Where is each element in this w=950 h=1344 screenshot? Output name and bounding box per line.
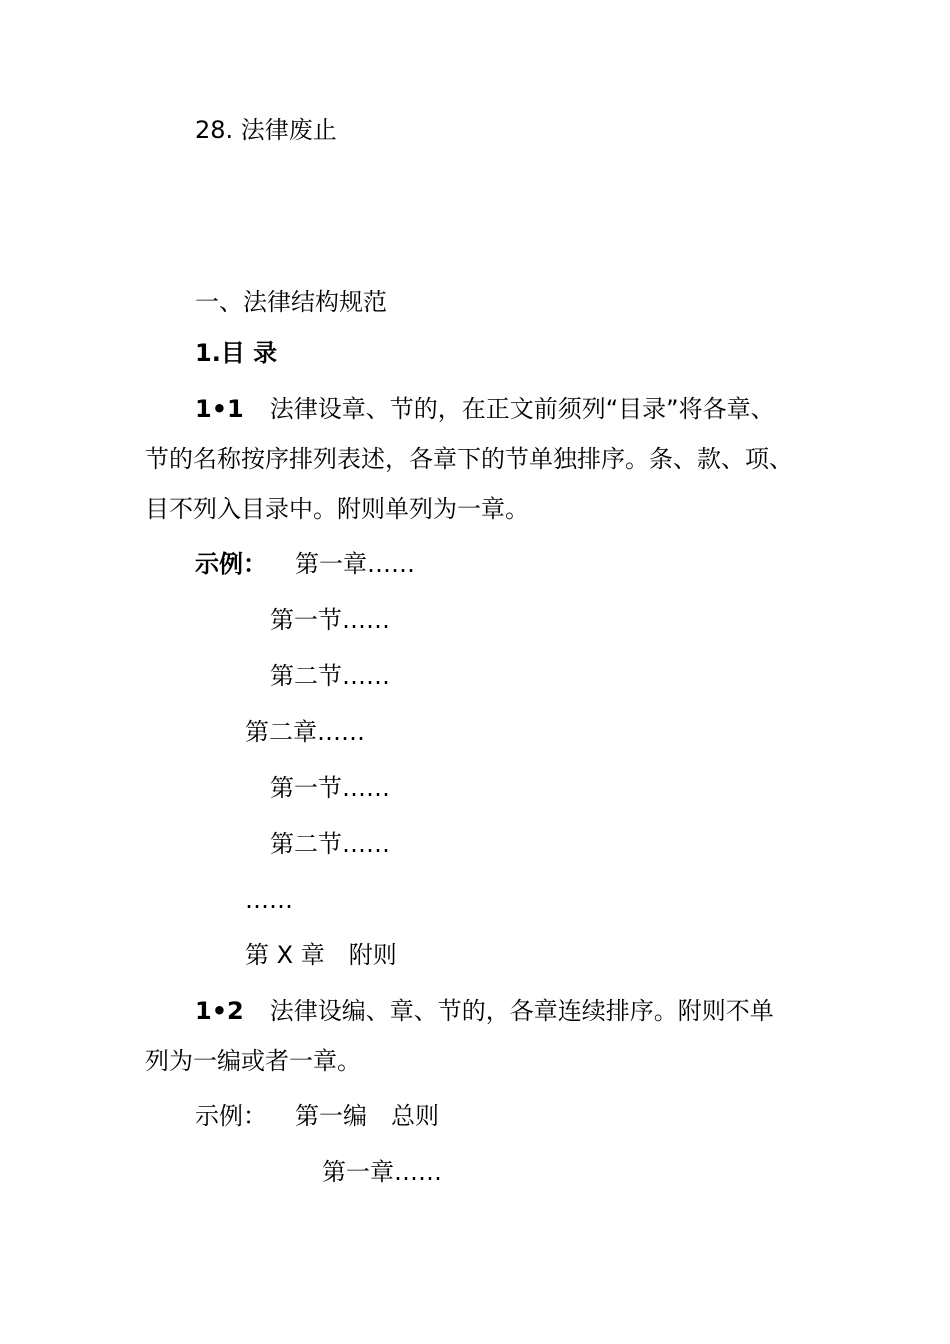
example-line: 第一节…… [270, 774, 390, 802]
section-title: 一、法律结构规范 [195, 288, 387, 316]
subsection-title: 1.目 录 [195, 339, 278, 367]
para-1-2-line-1 [195, 996, 774, 1026]
example-line: 第一节…… [270, 606, 390, 634]
para-text: 法律设编、章、节的，各章连续排序。附则不单 [269, 997, 774, 1025]
para-1-1-line-2: 节的名称按序排列表述，各章下的节单独排序。条、款、项、 [145, 445, 793, 473]
example-line: 第一编 总则 [295, 1102, 439, 1130]
example-line: …… [245, 886, 293, 914]
example-2-first-line [195, 1101, 439, 1131]
example-line: 第二节…… [270, 662, 390, 690]
example-label: 示例： [195, 1102, 267, 1130]
para-text: 法律设章、节的，在正文前须列“目录”将各章、 [269, 395, 775, 423]
item-28-heading: 28. 法律废止 [195, 116, 337, 144]
example-line: 第 X 章 附则 [245, 941, 397, 969]
example-line: 第二节…… [270, 830, 390, 858]
para-1-2-line-2: 列为一编或者一章。 [145, 1047, 361, 1075]
para-1-1-line-3: 目不列入目录中。附则单列为一章。 [145, 495, 529, 523]
example-1-first-line [195, 549, 415, 579]
para-number: 1•2 [195, 997, 244, 1025]
example-line: 第一章…… [322, 1158, 442, 1186]
example-label: 示例： [195, 550, 267, 578]
example-line: 第一章…… [295, 550, 415, 578]
para-1-1-line-1 [195, 394, 775, 424]
para-number: 1•1 [195, 395, 244, 423]
example-line: 第二章…… [245, 718, 365, 746]
